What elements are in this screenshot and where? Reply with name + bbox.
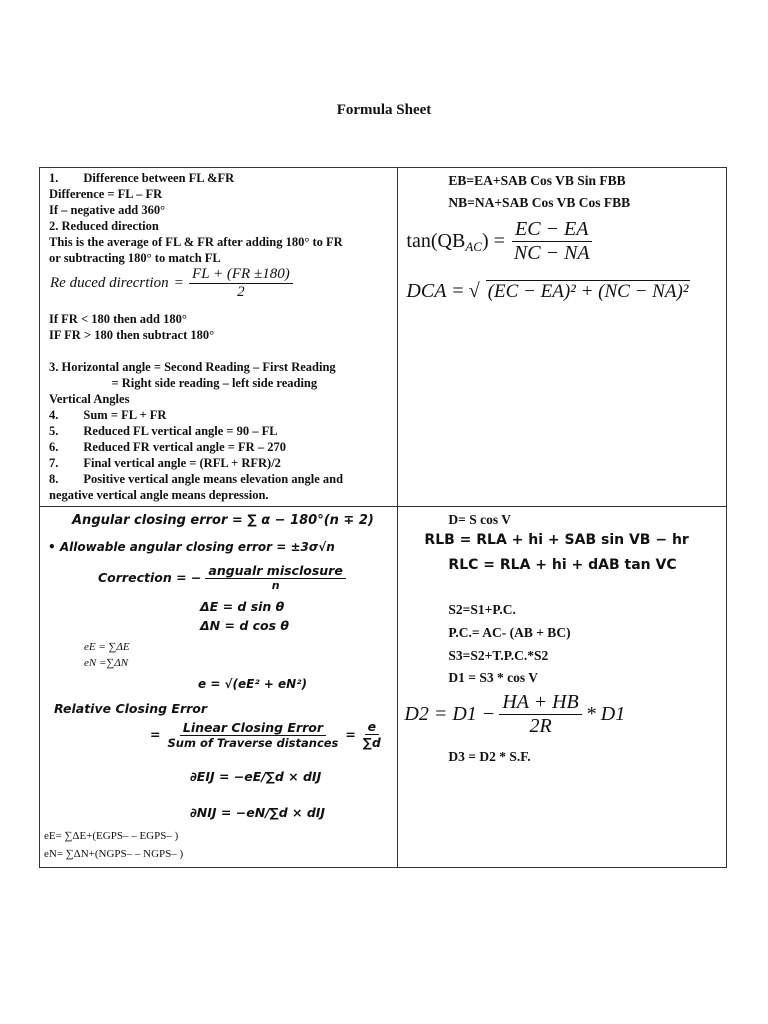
cell-direction-angles — [40, 168, 398, 507]
ee-formula: eE = ∑ΔE — [84, 641, 130, 653]
relative-error-heading: Relative Closing Error — [54, 701, 208, 716]
bearing-numerator: EC − EA — [512, 218, 592, 242]
en-formula: eN =∑ΔN — [84, 657, 129, 669]
cell-coordinates — [398, 168, 727, 507]
relative-denominator: Sum of Traverse distances — [167, 735, 339, 750]
relative-denominator-2: ∑d — [362, 735, 381, 750]
angular-error-formula: Angular closing error = ∑ α − 180°(n ∓ 2) — [72, 513, 374, 528]
note-line: 3. Horizontal angle = Second Reading – First Reading — [49, 360, 336, 374]
bearing-formula: tan(QB $_{AC}$ ) = $\frac{EC - EA}{NC - NA}$ — [406, 218, 592, 265]
note-line: 6. Reduced FR vertical angle = FR – 270 — [49, 440, 286, 454]
nb-formula: NB=NA+SAB Cos VB Cos FBB — [448, 195, 631, 210]
d2-formula — [404, 691, 625, 738]
fr-conditions — [49, 311, 214, 343]
bearing-sub: AC — [465, 238, 482, 254]
distance-formula: DCA = √ (EC − EA)² + (NC − NA)² — [406, 280, 689, 302]
d2-rhs: * D1 — [585, 703, 626, 725]
rlc-formula: RLC = RLA + hi + dAB tan VC — [448, 557, 677, 573]
correction-denominator: n — [271, 579, 280, 592]
bearing-lhs: tan(QB — [406, 230, 466, 252]
cell-traverse — [40, 507, 398, 868]
note-line: IF FR > 180 then subtract 180° — [49, 328, 215, 342]
e-formula: e = √(eE² + eN²) — [198, 677, 307, 691]
pc-formula: P.C.= AC- (AB + BC) — [448, 625, 571, 640]
note-line: Vertical Angles — [49, 392, 130, 406]
correction-formula — [98, 563, 346, 592]
angle-notes — [49, 359, 343, 503]
note-line: 8. Positive vertical angle means elevation angle and — [49, 472, 344, 486]
delta-e-formula: ΔE = d sin θ — [200, 599, 285, 614]
cell-levels-distances — [398, 507, 727, 868]
dn-ij-formula: ∂NIJ = −eN/∑d × dIJ — [190, 805, 326, 820]
d2-numerator: HA + HB — [499, 691, 581, 715]
reduced-direction-formula: Re duced direcrtion = $\frac{FL + (FR \pm 180)}{2}$ — [50, 266, 293, 301]
formula-table — [39, 167, 727, 868]
note-line: negative vertical angle means depression. — [49, 488, 269, 502]
rlb-formula: RLB = RLA + hi + SAB sin VB − hr — [424, 532, 689, 548]
ee-gps-formula: eE= ∑ΔE+(EGPS– – EGPS– ) — [44, 830, 179, 842]
note-line: 1. Difference between FL &FR — [49, 171, 235, 185]
bearing-denominator: NC − NA — [513, 242, 590, 264]
relative-numerator-2: e — [365, 719, 379, 735]
d1-formula: D1 = S3 * cos V — [448, 670, 538, 685]
eb-formula: EB=EA+SAB Cos VB Sin FBB — [448, 173, 626, 188]
relative-error-formula: = $\frac{\text{Linear Closing Error}}{\text{Sum of Traverse distances}}$ = $\frac{e}{\sum d}$ — [150, 719, 384, 750]
direction-notes — [49, 170, 343, 266]
correction-lhs: Correction = − — [98, 570, 202, 585]
s3-formula: S3=S2+T.P.C.*S2 — [448, 648, 549, 663]
note-line: 7. Final vertical angle = (RFL + RFR)/2 — [49, 456, 281, 470]
delta-n-formula: ΔN = d cos θ — [200, 618, 289, 633]
note-line: 4. Sum = FL + FR — [49, 408, 167, 422]
relative-numerator: Linear Closing Error — [180, 720, 326, 736]
note-line: 5. Reduced FL vertical angle = 90 – FL — [49, 424, 278, 438]
note-line: If – negative add 360° — [49, 203, 166, 217]
note-line: If FR < 180 then add 180° — [49, 312, 187, 326]
note-line: Difference = FL – FR — [49, 187, 163, 201]
reduced-denominator: 2 — [237, 284, 245, 300]
note-line: or subtracting 180° to match FL — [49, 251, 221, 265]
de-ij-formula: ∂EIJ = −eE/∑d × dIJ — [190, 769, 322, 784]
s2-formula: S2=S1+P.C. — [448, 602, 516, 617]
note-line: = Right side reading – left side reading — [49, 376, 318, 390]
correction-numerator: angualr misclosure — [205, 563, 345, 579]
distance-rhs: (EC − EA)² + (NC − NA)² — [487, 281, 689, 302]
page-title: Formula Sheet — [336, 102, 432, 118]
allowable-error-formula: • Allowable angular closing error = ±3σ√n — [48, 540, 335, 554]
d2-denominator: 2R — [529, 715, 552, 737]
reduced-label: Re duced direcrtion — [50, 275, 169, 291]
en-gps-formula: eN= ∑ΔN+(NGPS– – NGPS– ) — [44, 848, 184, 860]
d-formula: D= S cos V — [448, 512, 511, 527]
distance-lhs: DCA — [406, 280, 447, 302]
reduced-numerator: FL + (FR ±180) — [189, 266, 293, 284]
note-line: 2. Reduced direction — [49, 219, 159, 233]
d2-lhs: D2 = D1 − — [404, 703, 496, 725]
d3-formula: D3 = D2 * S.F. — [448, 749, 531, 764]
note-line: This is the average of FL & FR after adding 180° to FR — [49, 235, 343, 249]
